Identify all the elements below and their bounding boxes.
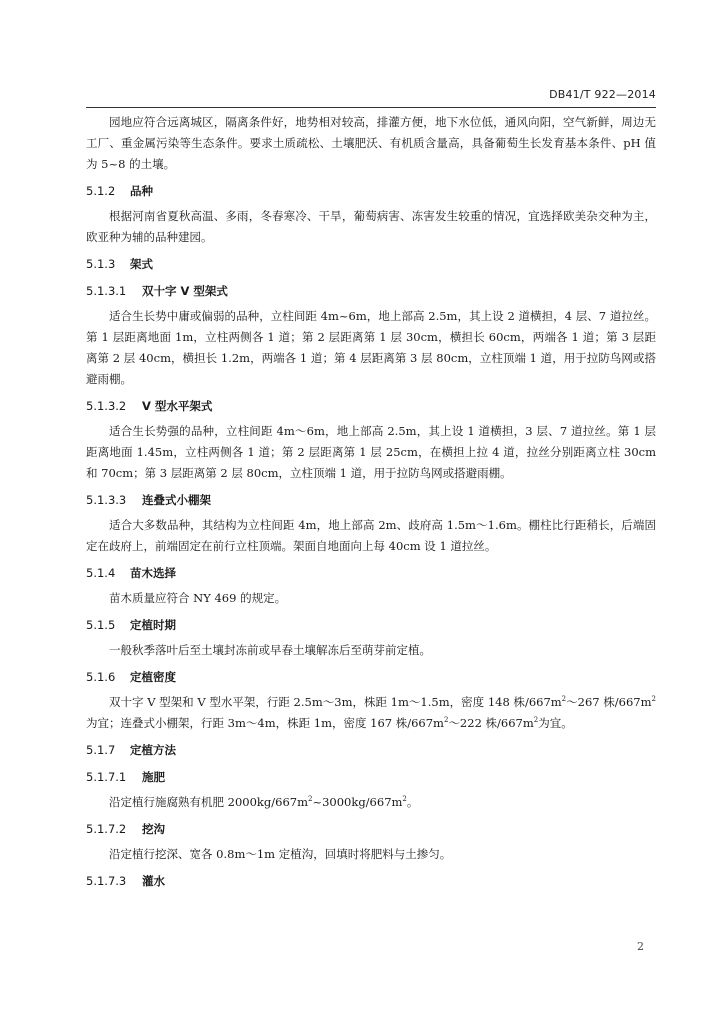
section-heading-5-1-3-1: 5.1.3.1 双十字 V 型架式 (86, 284, 228, 298)
section-heading-5-1-7: 5.1.7 定植方法 (86, 743, 176, 757)
section-paragraph-5-1-5: 一般秋季落叶后至土壤封冻前或早春土壤解冻后至萌芽前定植。 (109, 643, 431, 657)
section-paragraph-5-1-3-2: 适合生长势强的品种，立柱间距 4m～6m，地上部高 2.5m，其上设 1 道横担，3 层、7 道拉丝。第 1 层距离地面 1.45m，立柱两侧各 1 道；第 2 层距离第 1 层 25cm，在横担上拉 4 道，拉丝分别距离立柱 30cm 和 70cm；第 3 层距离第 2 层 80cm，立柱顶端 1 道，用于拉防鸟网或搭避雨棚。 (86, 424, 656, 480)
section-heading-5-1-7-2: 5.1.7.2 挖沟 (86, 822, 165, 836)
section-heading-5-1-4: 5.1.4 苗木选择 (86, 566, 176, 580)
section-heading-5-1-7-1: 5.1.7.1 施肥 (86, 770, 165, 784)
section-heading-5-1-2: 5.1.2 品种 (86, 184, 153, 198)
section-paragraph-5-1-4: 苗木质量应符合 NY 469 的规定。 (109, 591, 287, 605)
document-code: DB41/T 922—2014 (549, 88, 656, 101)
section-paragraph-5-1-7-2: 沿定植行挖深、宽各 0.8m～1m 定植沟，回填时将肥料与土掺匀。 (109, 847, 452, 861)
section-paragraph-5-1-7-1: 沿定植行施腐熟有机肥 $2000kg/667m^2\sim 3000kg/667m^2$。 (109, 795, 419, 809)
section-heading-5-1-3-3: 5.1.3.3 连叠式小棚架 (86, 493, 211, 507)
section-heading-5-1-6: 5.1.6 定植密度 (86, 670, 176, 684)
document-body (86, 112, 656, 896)
page-number: 2 (637, 940, 644, 953)
section-heading-5-1-5: 5.1.5 定植时期 (86, 618, 176, 632)
section-paragraph-5-1-2: 根据河南省夏秋高温、多雨，冬春寒冷、干旱，葡萄病害、冻害发生较重的情况，宜选择欧美杂交种为主，欧亚种为辅的品种建园。 (86, 209, 656, 244)
section-heading-5-1-7-3: 5.1.7.3 灌水 (86, 874, 165, 888)
section-paragraph-5-1-3-3: 适合大多数品种，其结构为立柱间距 4m，地上部高 2m、歧府高 1.5m～1.6m。棚柱比行距稍长，后端固定在歧府上，前端固定在前行立柱顶端。架面自地面向上每 40cm 设 1 道拉丝。 (86, 518, 656, 553)
section-heading-5-1-3-2: 5.1.3.2 V 型水平架式 (86, 399, 213, 413)
header-rule (86, 107, 656, 108)
section-paragraph-5-1-3-1: 适合生长势中庸或偏弱的品种，立柱间距 4m~6m，地上部高 2.5m，其上设 2 道横担，4 层、7 道拉丝。第 1 层距离地面 1m，立柱两侧各 1 道；第 2 层距离第 1 层 30cm，横担长 60cm，两端各 1 道；第 3 层距离第 2 层 40cm，横担长 1.2m，两端各 1 道；第 4 层距离第 3 层 80cm，立柱顶端 1 道，用于拉防鸟网或搭避雨棚。 (86, 309, 656, 386)
intro-paragraph: 园地应符合远离城区，隔离条件好，地势相对较高，排灌方便，地下水位低，通风向阳，空气新鲜，周边无工厂、重金属污染等生态条件。要求土质疏松、土壤肥沃、有机质含量高，具备葡萄生长发育基本条件、pH 值为 5~8 的土壤。 (86, 115, 656, 171)
section-heading-5-1-3: 5.1.3 架式 (86, 257, 153, 271)
section-paragraph-5-1-6: 双十字 V 型架和 V 型水平架，行距 2.5m～3m，株距 1m～1.5m，密度 148 株$/667m^2\sim 267$ 株$/667m^2$为宜；连叠式小棚架，行距 3m～4m，株距 1m，密度 167 株$/667m^2\sim 222$ 株$/667m^2$为宜。 (86, 695, 656, 730)
